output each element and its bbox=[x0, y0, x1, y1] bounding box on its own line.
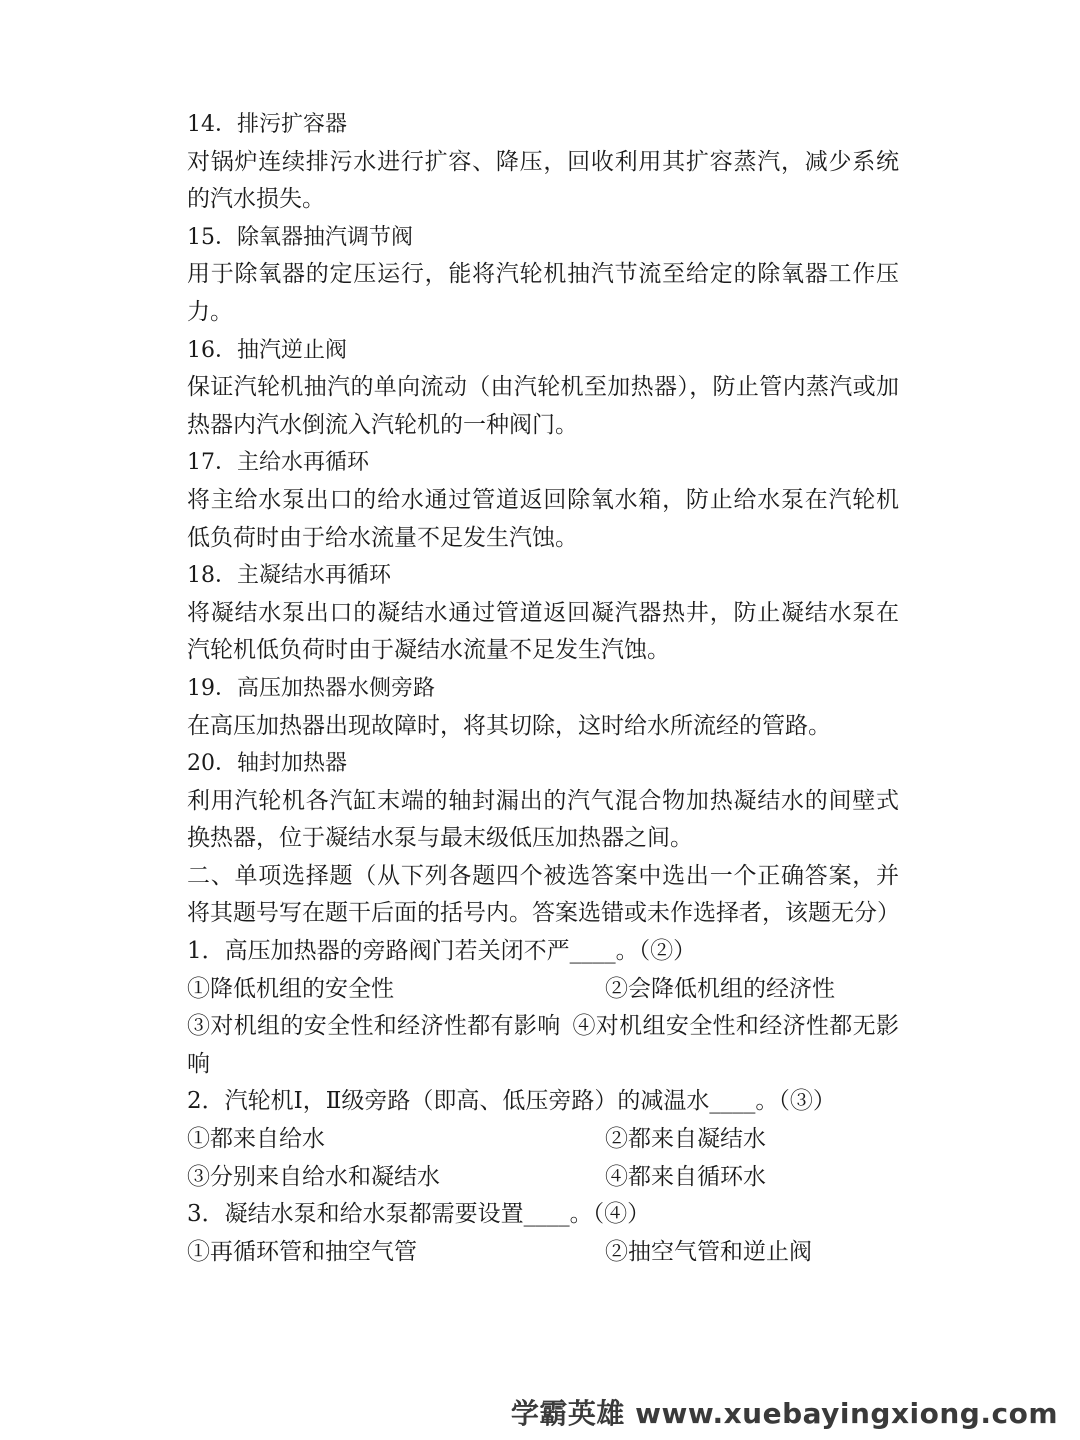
option: ④都来自循环水 bbox=[605, 1163, 766, 1190]
question-3-options-row1 bbox=[187, 1234, 907, 1272]
option: ③分别来自给水和凝结水 bbox=[187, 1163, 440, 1190]
section-heading: 二、单项选择题（从下列各题四个被选答案中选出一个正确答案，并将其题号写在题干后面的括号内。答案选错或未作选择者，该题无分） bbox=[187, 862, 900, 927]
question-3-stem: 3．凝结水泵和给水泵都需要设置____。（④） bbox=[187, 1201, 651, 1228]
option: ①都来自给水 bbox=[187, 1126, 325, 1153]
option: ②都来自凝结水 bbox=[605, 1126, 766, 1153]
term-20-title: 20．轴封加热器 bbox=[187, 751, 347, 777]
term-17-title: 17．主给水再循环 bbox=[187, 450, 369, 476]
term-19-desc: 在高压加热器出现故障时，将其切除，这时给水所流经的管路。 bbox=[187, 712, 831, 739]
option: ①再循环管和抽空气管 bbox=[187, 1238, 417, 1265]
question-1-stem: 1．高压加热器的旁路阀门若关闭不严____。（②） bbox=[187, 938, 697, 965]
option: ②抽空气管和逆止阀 bbox=[605, 1238, 812, 1265]
option: ③对机组的安全性和经济性都有影响 bbox=[187, 1013, 561, 1040]
question-2-stem: 2．汽轮机Ⅰ，Ⅱ级旁路（即高、低压旁路）的减温水____。（③） bbox=[187, 1088, 836, 1115]
option: ②会降低机组的经济性 bbox=[605, 975, 835, 1002]
watermark: 学霸英雄 www.xuebayingxiong.com bbox=[510, 1397, 1058, 1430]
term-14-title: 14．排污扩容器 bbox=[187, 112, 347, 137]
term-18-desc: 将凝结水泵出口的凝结水通过管道返回凝汽器热井，防止凝结水泵在汽轮机低负荷时由于凝结水流量不足发生汽蚀。 bbox=[187, 599, 899, 664]
question-1-options-row1 bbox=[187, 971, 907, 1009]
term-17-desc: 将主给水泵出口的给水通过管道返回除氧水箱，防止给水泵在汽轮机低负荷时由于给水流量不足发生汽蚀。 bbox=[187, 486, 899, 551]
option: ①降低机组的安全性 bbox=[187, 975, 394, 1002]
term-14-desc: 对锅炉连续排污水进行扩容、降压，回收利用其扩容蒸汽，减少系统的汽水损失。 bbox=[187, 148, 899, 213]
term-15-title: 15．除氧器抽汽调节阀 bbox=[187, 224, 413, 250]
question-2-options-row1 bbox=[187, 1121, 907, 1159]
term-16-desc: 保证汽轮机抽汽的单向流动（由汽轮机至加热器），防止管内蒸汽或加热器内汽水倒流入汽轮机的一种阀门。 bbox=[187, 374, 899, 438]
question-1-options-row2 bbox=[187, 1008, 899, 1083]
term-18-title: 18．主凝结水再循环 bbox=[187, 563, 391, 589]
term-19-title: 19．高压加热器水侧旁路 bbox=[187, 675, 435, 701]
term-16-title: 16．抽汽逆止阀 bbox=[187, 337, 347, 363]
option: ④对机组安全性和经济性都无影响 bbox=[187, 1013, 900, 1077]
question-2-options-row2 bbox=[187, 1159, 907, 1197]
term-15-desc: 用于除氧器的定压运行，能将汽轮机抽汽节流至给定的除氧器工作压力。 bbox=[187, 261, 899, 325]
term-20-desc: 利用汽轮机各汽缸末端的轴封漏出的汽气混合物加热凝结水的间壁式换热器，位于凝结水泵与最末级低压加热器之间。 bbox=[187, 787, 899, 852]
document-body bbox=[187, 106, 907, 1271]
